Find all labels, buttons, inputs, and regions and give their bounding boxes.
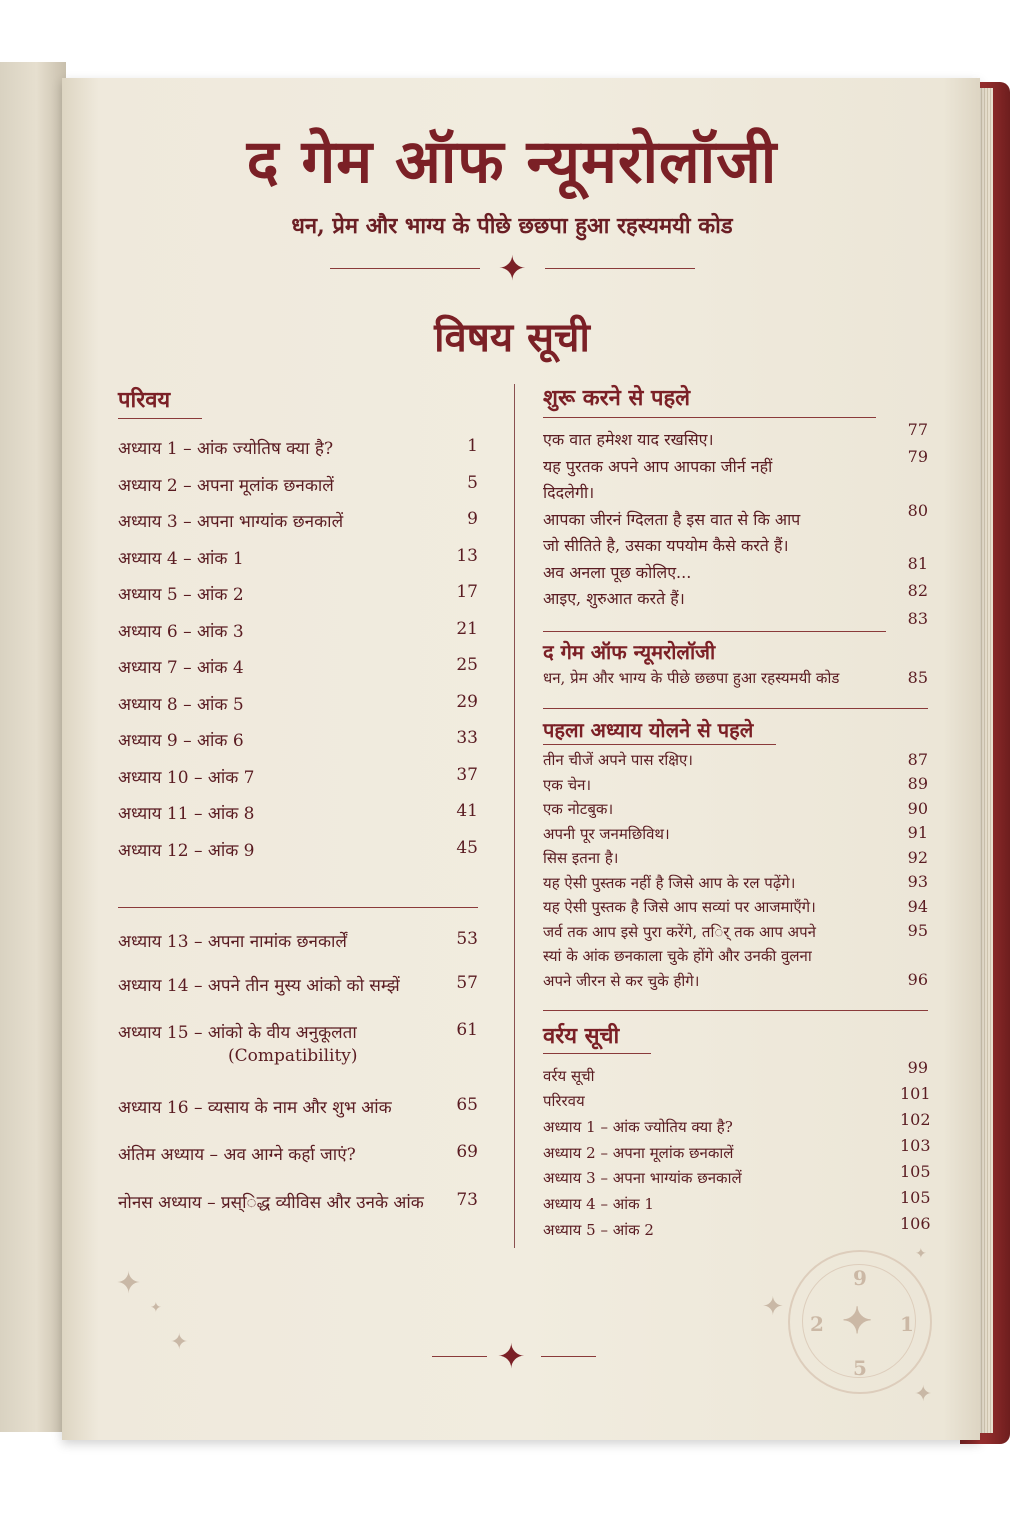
right-line: यह ऐसी पुस्तक है जिसे आप सव्यां पर आजमाएँगे। bbox=[543, 898, 816, 916]
toc-row-label: अध्याय 15 – आंको के वीय अनुकूलता bbox=[118, 1023, 357, 1043]
toc-row-label: अध्याय 6 – आंक 3 bbox=[118, 621, 244, 642]
toc-row-page: 9 bbox=[467, 509, 478, 529]
right-line-page: 105 bbox=[900, 1162, 931, 1181]
toc-row-page: 29 bbox=[456, 691, 478, 712]
toc-row-label: अध्याय 7 – आंक 4 bbox=[118, 658, 244, 678]
toc-row-label: अध्याय 10 – आंक 7 bbox=[118, 767, 255, 788]
book-title: द गेम ऑफ न्यूमरोलॉजी bbox=[246, 127, 778, 197]
right-section-3-underline bbox=[543, 744, 776, 745]
right-line-page: 99 bbox=[907, 1058, 928, 1077]
sparkle-icon: ✦ bbox=[914, 1382, 933, 1407]
right-line: अपने जीरन से कर चुके हीगे। bbox=[543, 971, 700, 990]
toc-row-page: 33 bbox=[456, 728, 478, 748]
toc-row-label: अध्याय 13 – अपना नामांक छनकार्लें bbox=[118, 932, 347, 952]
right-line-page: 81 bbox=[907, 554, 928, 573]
right-section-4-heading: वर्रय सूची bbox=[543, 1023, 620, 1049]
toc-row-page: 1 bbox=[467, 436, 478, 456]
title-divider-left bbox=[330, 268, 480, 269]
toc-row-label: अध्याय 3 – अपना भाग्यांक छनकालें bbox=[118, 512, 344, 532]
toc-row-page: 57 bbox=[456, 973, 478, 993]
right-line: स्यां के आंक छनकाला चुके होंगे और उनकी वुलना bbox=[543, 947, 812, 965]
right-line: अध्याय 4 – आंक 1 bbox=[543, 1195, 654, 1213]
toc-row-label: अंतिम अध्याय – अव आग्ने कर्हा जाएं? bbox=[118, 1145, 356, 1165]
toc-row-page: 13 bbox=[456, 545, 478, 566]
right-line-page: 77 bbox=[907, 420, 928, 439]
sparkle-icon: ✦ bbox=[915, 1246, 927, 1262]
right-line: यह ऐसी पुस्तक नहीं है जिसे आप के रल पढ़ेंगे। bbox=[543, 873, 796, 892]
right-line: एक चेन। bbox=[543, 775, 592, 794]
toc-row-label: अध्याय 4 – आंक 1 bbox=[118, 548, 244, 569]
right-line: जो सीतिते है, उसका यपयोम कैसे करते हैं। bbox=[543, 536, 789, 555]
right-line: एक नोटबुक। bbox=[543, 800, 614, 818]
footer-star-ornament-icon: ✦ bbox=[497, 1337, 526, 1377]
right-line-page: 105 bbox=[900, 1188, 931, 1207]
sparkle-icon: ✦ bbox=[170, 1330, 189, 1355]
toc-heading: विषय सूची bbox=[434, 314, 590, 361]
right-section-3-bottom-rule bbox=[543, 1010, 928, 1011]
right-line: परिरवय bbox=[543, 1092, 585, 1110]
right-section-2-heading: द गेम ऑफ न्यूमरोलॉजी bbox=[543, 640, 716, 664]
right-line: एक वात हमेश्श याद रखसिए। bbox=[543, 430, 714, 449]
right-section-2-bottom-rule bbox=[543, 708, 928, 709]
right-line: आइए, शुरुआत करते हैं। bbox=[543, 589, 685, 608]
toc-row-page: 45 bbox=[456, 837, 478, 858]
right-line-page: 101 bbox=[900, 1084, 931, 1103]
toc-row-label: अध्याय 8 – आंक 5 bbox=[118, 694, 244, 715]
right-line-page: 83 bbox=[907, 609, 928, 628]
toc-row-label: अध्याय 14 – अपने तीन मुस्य आंको को सम्झें bbox=[118, 976, 400, 996]
right-line-page: 87 bbox=[907, 750, 928, 769]
right-section-1-bottom-rule bbox=[543, 631, 886, 632]
right-line-page: 102 bbox=[900, 1110, 931, 1129]
right-line-page: 79 bbox=[907, 447, 928, 466]
right-line: वर्रय सूची bbox=[543, 1067, 595, 1085]
dial-number-right: 1 bbox=[900, 1312, 914, 1336]
right-line-page: 89 bbox=[907, 774, 928, 793]
sparkle-icon: ✦ bbox=[762, 1292, 784, 1322]
toc-row-page: 37 bbox=[456, 764, 478, 785]
toc-row-label: अध्याय 12 – आंक 9 bbox=[118, 840, 255, 861]
right-line: अव अनला पूछ कोलिए... bbox=[543, 563, 692, 582]
left-section-underline bbox=[118, 418, 202, 419]
dial-number-left: 2 bbox=[810, 1312, 824, 1336]
right-line: अध्याय 1 – आंक ज्योतिय क्या है? bbox=[543, 1118, 733, 1136]
right-line: आपका जीरनं ग्दिलता है इस वात से कि आप bbox=[543, 510, 801, 529]
right-line-page: 106 bbox=[900, 1214, 931, 1233]
right-line: तीन चीजें अपने पास रक्षिए। bbox=[543, 751, 693, 769]
left-page-edge bbox=[0, 62, 66, 1432]
right-line: दिदलेगी। bbox=[543, 483, 595, 502]
toc-row-page: 73 bbox=[456, 1190, 478, 1210]
toc-row-page: 5 bbox=[467, 472, 478, 493]
right-line: सिस इतना है। bbox=[543, 849, 619, 867]
toc-row-label: अध्याय 9 – आंक 6 bbox=[118, 731, 244, 751]
toc-row-label: अध्याय 5 – आंक 2 bbox=[118, 585, 244, 605]
sparkle-icon: ✦ bbox=[116, 1266, 142, 1301]
toc-row-label: अध्याय 11 – आंक 8 bbox=[118, 804, 255, 824]
toc-row-label: अध्याय 16 – व्यसाय के नाम और शुभ आंक bbox=[118, 1098, 392, 1118]
right-line-page: 92 bbox=[907, 848, 928, 867]
right-line-page: 91 bbox=[907, 823, 928, 842]
toc-row-page: 69 bbox=[456, 1142, 478, 1162]
right-section-3-heading: पहला अध्याय योलने से पहले bbox=[543, 718, 754, 742]
right-section-2-page: 85 bbox=[907, 668, 928, 687]
toc-row-label: नोनस अध्याय – प्रस्िद्ध व्यीविस और उनके आंक bbox=[118, 1193, 424, 1213]
right-line-page: 103 bbox=[900, 1136, 931, 1155]
title-divider-right bbox=[545, 268, 695, 269]
footer-divider-left bbox=[432, 1356, 487, 1357]
right-section-2-line: धन, प्रेम और भाग्य के पीछे छछपा हुआ रहस्यमयी कोड bbox=[543, 669, 840, 687]
right-line: अध्याय 3 – अपना भाग्यांक छनकालें bbox=[543, 1169, 742, 1187]
right-line-page: 90 bbox=[907, 799, 928, 818]
numerology-dial bbox=[788, 1250, 932, 1394]
toc-row-page: 53 bbox=[456, 929, 478, 949]
toc-row-page: 61 bbox=[456, 1020, 478, 1040]
right-section-1-heading: शुरू करने से पहले bbox=[543, 385, 691, 411]
toc-row-label: अध्याय 2 – अपना मूलांक छनकालें bbox=[118, 475, 334, 496]
book-subtitle: धन, प्रेम और भाग्य के पीछे छछपा हुआ रहस्यमयी कोड bbox=[291, 213, 733, 239]
right-line: जर्व तक आप इसे पुरा करेंगे, तर्ि तक आप अपने bbox=[543, 922, 816, 941]
right-line-page: 93 bbox=[907, 872, 928, 891]
footer-divider-right bbox=[541, 1356, 596, 1357]
right-line-page: 80 bbox=[907, 501, 928, 520]
sparkle-icon: ✦ bbox=[150, 1300, 162, 1316]
toc-row-sublabel: (Compatibility) bbox=[228, 1046, 358, 1066]
toc-row-page: 65 bbox=[456, 1095, 478, 1115]
toc-row-page: 41 bbox=[456, 801, 478, 821]
left-section-heading: परिवय bbox=[118, 387, 171, 413]
toc-row-label: अध्याय 1 – आंक ज्योतिष क्या है? bbox=[118, 439, 334, 459]
right-line-page: 82 bbox=[907, 581, 928, 600]
right-section-4-underline bbox=[543, 1053, 651, 1054]
left-column-divider bbox=[118, 907, 478, 908]
right-line: यह पुरतक अपने आप आपका जीर्न नहीं bbox=[543, 457, 773, 476]
dial-number-bottom: 5 bbox=[853, 1356, 867, 1380]
dial-star-icon: ✦ bbox=[842, 1300, 873, 1342]
column-rule bbox=[514, 384, 515, 1248]
right-line-page: 96 bbox=[907, 970, 928, 989]
right-line: अध्याय 2 – अपना मूलांक छनकालें bbox=[543, 1144, 734, 1162]
right-line: अपनी पूर जनमछिविथ। bbox=[543, 824, 670, 843]
dial-number-top: 9 bbox=[853, 1266, 867, 1290]
right-line-page: 94 bbox=[907, 897, 928, 916]
right-line-page: 95 bbox=[907, 921, 928, 940]
toc-row-page: 21 bbox=[456, 618, 478, 639]
right-section-1-underline bbox=[543, 417, 876, 418]
right-line: अध्याय 5 – आंक 2 bbox=[543, 1221, 654, 1239]
toc-row-page: 25 bbox=[456, 655, 478, 675]
toc-row-page: 17 bbox=[456, 582, 478, 602]
star-ornament-icon: ✦ bbox=[498, 249, 527, 289]
